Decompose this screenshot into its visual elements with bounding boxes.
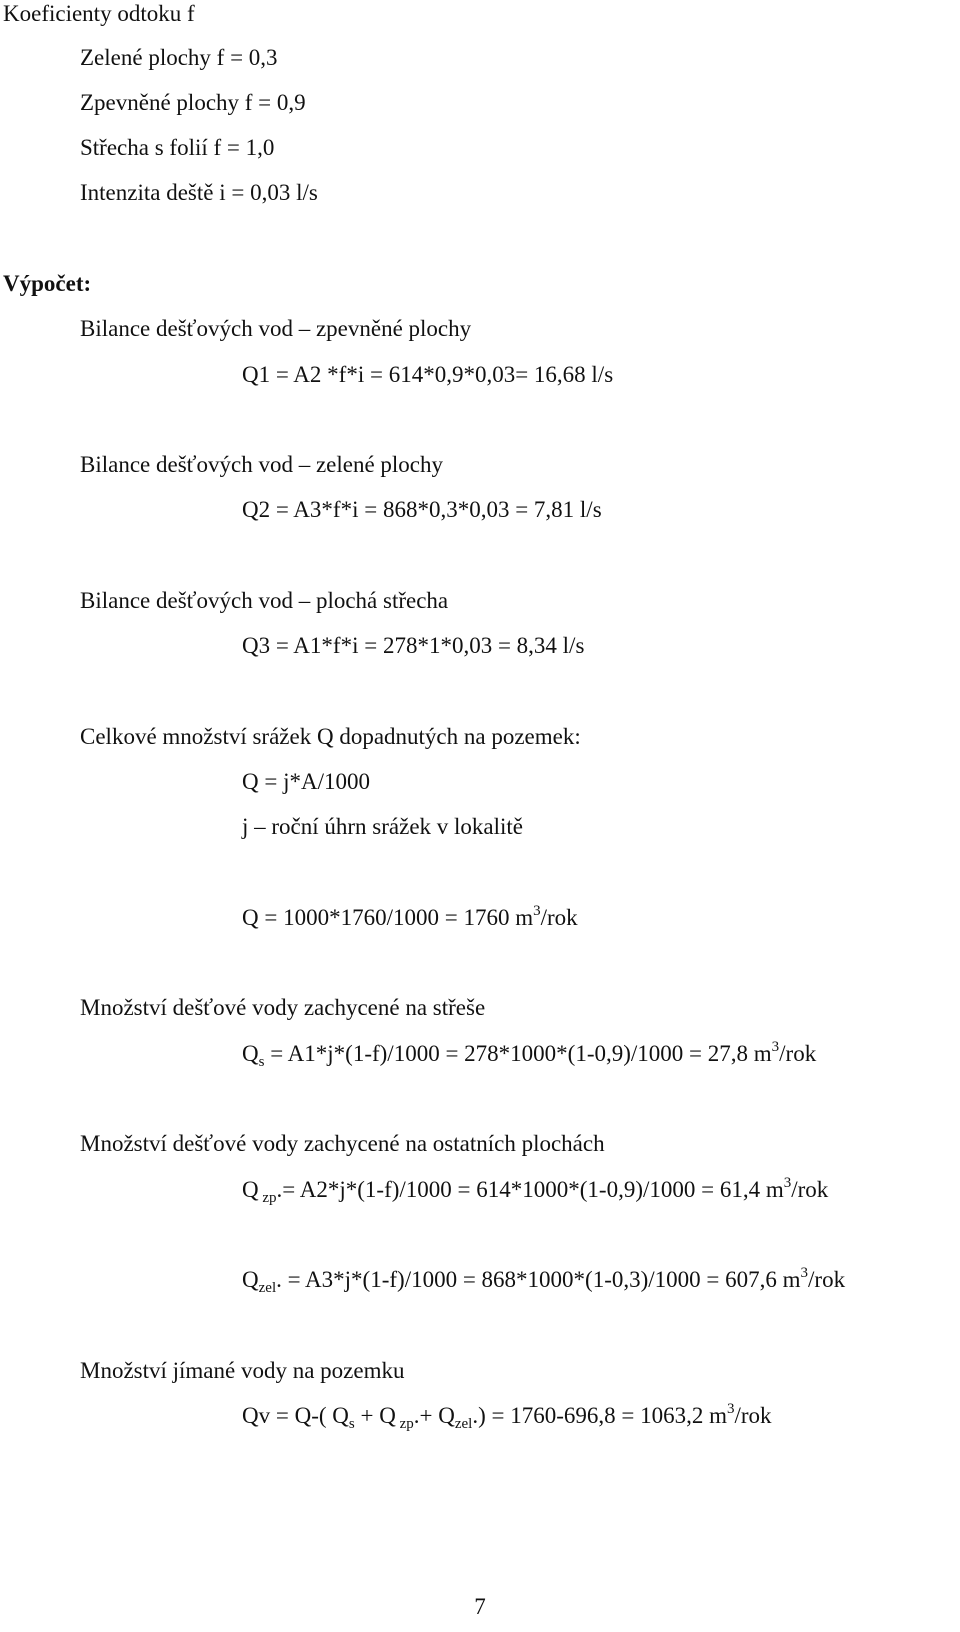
- green-water-formula: $Q_{zel}$. = A3*j*(1-f)/1000 = 868*1000*(1-0,3)/1000 = 607,6 $m^3$/rok: [242, 1265, 846, 1296]
- retained-water-formula: Qv = Q-( $Q_s + Q$ $_{zp}.+ Q_{zel}.) = 1760-696,8 = 1063,2$ $m^3$/rok: [242, 1401, 772, 1432]
- calculation-heading: Výpočet:: [3, 271, 92, 296]
- total-formula: Q = j*A/1000: [242, 769, 370, 794]
- q1-formula: Q1 = A2 *f*i = 614*0,9*0,03= 16,68 l/s: [242, 362, 614, 387]
- coefficients-heading: Koeficienty odtoku f: [3, 1, 195, 26]
- q3-formula: Q3 = A1*f*i = 278*1*0,03 = 8,34 l/s: [242, 633, 585, 658]
- other-areas-title: Množství dešťové vody zachycené na ostatních plochách: [80, 1131, 605, 1156]
- q2-formula: Q2 = A3*f*i = 868*0,3*0,03 = 7,81 l/s: [242, 497, 602, 522]
- rain-intensity: Intenzita deště i = 0,03 l/s: [80, 180, 318, 205]
- retained-water-title: Množství jímané vody na pozemku: [80, 1358, 405, 1383]
- roof-water-formula: $Q_s = A1*j*(1-f)/1000 = 278*1000*(1-0,9)/1000 = 27,8$ $m^3$/rok: [242, 1039, 817, 1070]
- paved-water-formula: Q $_{zp}$.= A2*j*(1-f)/1000 = 614*1000*(1-0,9)/1000 = 61,4 $m^3$/rok: [242, 1175, 829, 1206]
- coef-roof-foil: Střecha s folií f = 1,0: [80, 135, 275, 160]
- q3-title: Bilance dešťových vod – plochá střecha: [80, 588, 449, 613]
- total-result: Q = 1000*1760/1000 = 1760 $m^3$/rok: [242, 903, 578, 930]
- roof-water-title: Množství dešťové vody zachycené na střeše: [80, 995, 486, 1020]
- total-precipitation-title: Celkové množství srážek Q dopadnutých na pozemek:: [80, 724, 581, 749]
- total-note: j – roční úhrn srážek v lokalitě: [242, 814, 524, 839]
- q2-title: Bilance dešťových vod – zelené plochy: [80, 452, 444, 477]
- page-number: 7: [474, 1594, 486, 1619]
- coef-green-areas: Zelené plochy f = 0,3: [80, 45, 278, 70]
- coef-paved-areas: Zpevněné plochy f = 0,9: [80, 90, 306, 115]
- q1-title: Bilance dešťových vod – zpevněné plochy: [80, 316, 472, 341]
